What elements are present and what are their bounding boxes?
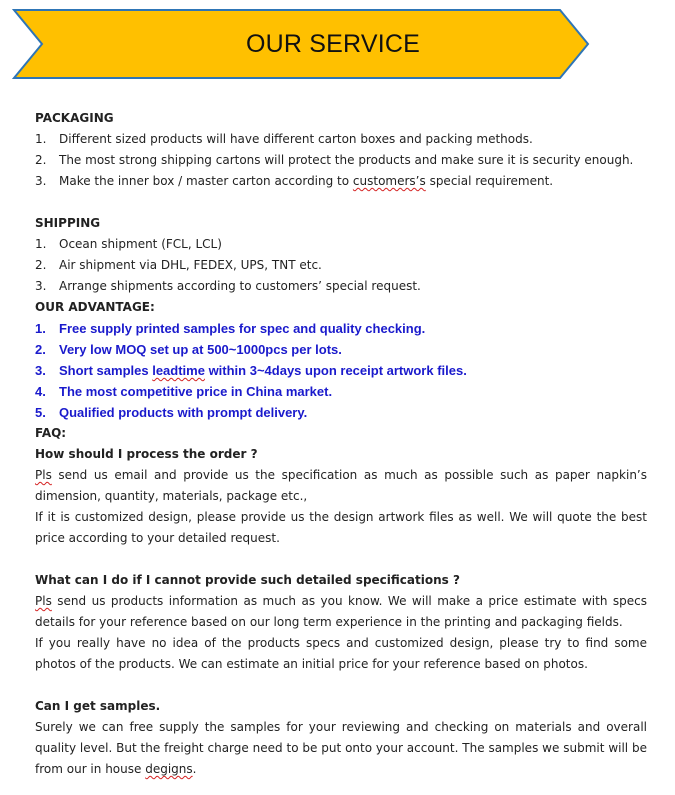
list-item: 3. Make the inner box / master carton according to customers’s special requirement. [35, 174, 554, 188]
title-banner [12, 8, 590, 80]
spelling-mark: Pls [35, 468, 52, 482]
banner-title: OUR SERVICE [245, 29, 420, 58]
spelling-mark: customers’s [352, 174, 426, 188]
list-item: 3. Arrange shipments according to customers’ special request. [35, 279, 421, 293]
packaging-list [35, 129, 647, 192]
shipping-list [35, 234, 647, 297]
advantage-heading: OUR ADVANTAGE: [35, 300, 155, 314]
spelling-mark: degigns [145, 762, 193, 776]
faq-question-2: What can I do if I cannot provide such detailed specifications ? [35, 573, 460, 587]
list-item: 2. Very low MOQ set up at 500~1000pcs per lots. [35, 342, 342, 357]
faq-answer-1-paragraph-1: Pls send us email and provide us the specification as much as possible such as paper napkin’s dimension, quantity, materials, package etc., [35, 468, 647, 503]
list-item: 1. Different sized products will have different carton boxes and packing methods. [35, 132, 533, 146]
faq-answer-3-paragraph-1: Surely we can free supply the samples for your reviewing and checking on materials and overall quality level. But the freight charge need to be put onto your account. The samples we submit will be from our in house degigns. [35, 720, 647, 776]
faq-heading: FAQ: [35, 426, 67, 440]
spelling-mark: Pls [35, 594, 52, 608]
faq-question-3: Can I get samples. [35, 699, 161, 713]
faq-answer-2-paragraph-2: If you really have no idea of the products specs and customized design, please try to find some photos of the products. We can estimate an initial price for your reference based on photos. [35, 636, 647, 671]
list-item: 1. Ocean shipment (FCL, LCL) [35, 237, 222, 251]
list-item: 1. Free supply printed samples for spec and quality checking. [35, 321, 426, 336]
list-item: 2. The most strong shipping cartons will protect the products and make sure it is security enough. [35, 153, 634, 167]
faq-answer-2-paragraph-1: Pls send us products information as much as you know. We will make a price estimate with specs details for your reference based on our long term experience in the printing and packaging fields. [35, 594, 647, 629]
faq-answer-1-paragraph-2: If it is customized design, please provide us the design artwork files as well. We will quote the best price according to your detailed request. [35, 510, 647, 545]
list-item: 5. Qualified products with prompt delivery. [35, 405, 308, 420]
list-item: 2. Air shipment via DHL, FEDEX, UPS, TNT etc. [35, 258, 322, 272]
packaging-heading: PACKAGING [35, 111, 114, 125]
advantage-list [35, 318, 647, 423]
faq-question-1: How should I process the order ? [35, 447, 258, 461]
spelling-mark: leadtime [152, 363, 205, 378]
service-content [35, 108, 647, 780]
shipping-heading: SHIPPING [35, 216, 101, 230]
list-item: 4. The most competitive price in China market. [35, 384, 333, 399]
list-item: 3. Short samples leadtime within 3~4days upon receipt artwork files. [35, 363, 467, 378]
